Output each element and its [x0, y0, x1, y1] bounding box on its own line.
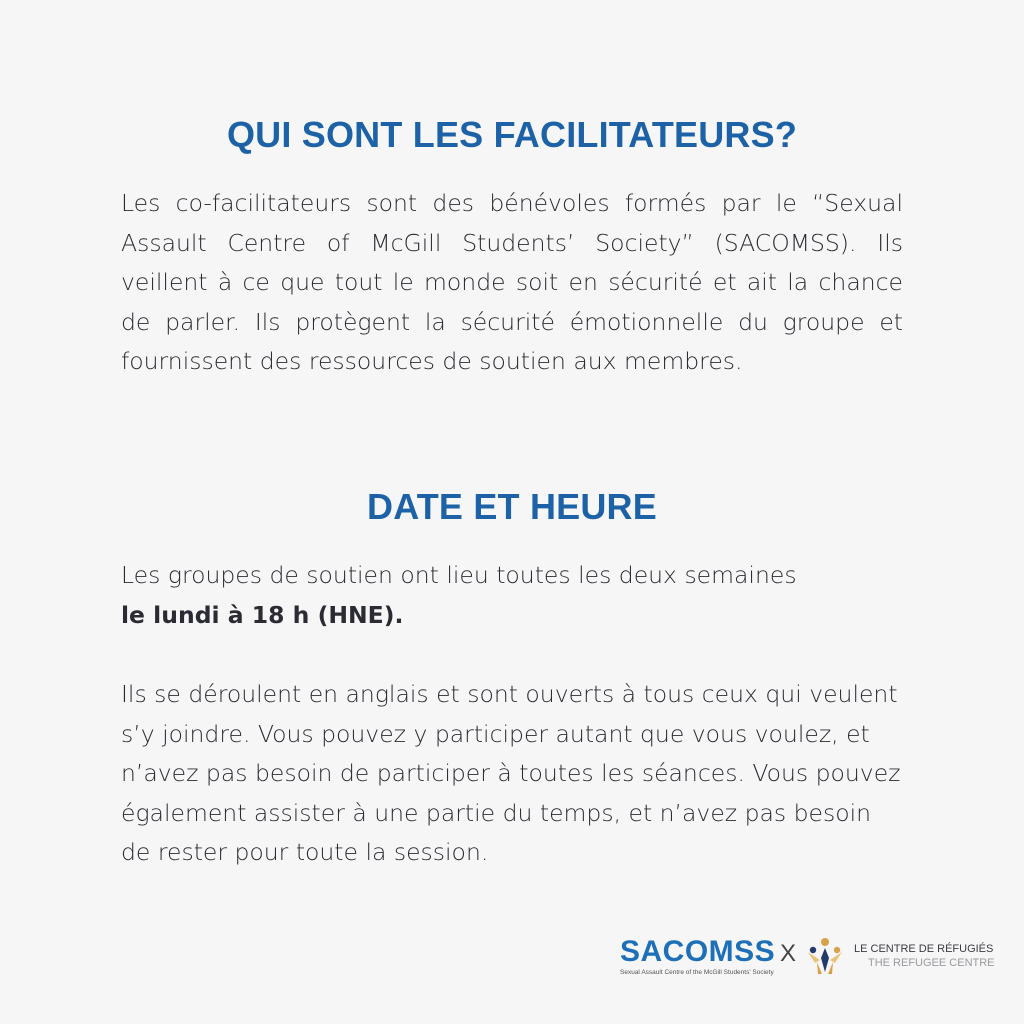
people-figures-icon — [806, 936, 844, 976]
partner-logos — [620, 936, 1000, 986]
refugee-centre-fr: LE CENTRE DE RÉFUGIÉS — [854, 943, 994, 955]
refugee-centre-en: THE REFUGEE CENTRE — [868, 957, 995, 969]
section-title-date-time: DATE ET HEURE — [367, 486, 657, 527]
session-details: Ils se déroulent en anglais et sont ouverts à tous ceux qui veulent s’y joindre. Vous pouvez y participer autant que vous voulez, et n’avez pas besoin de participer à toutes les séances. Vous pouvez également assister à une partie du temps, et n’avez pas besoin de rester pour toute la session. — [121, 680, 901, 866]
sacomss-logo — [620, 936, 775, 976]
logo-separator: X — [780, 940, 797, 967]
schedule-intro: Les groupes de soutien ont lieu toutes les deux semaines — [121, 561, 797, 589]
schedule-paragraph — [121, 556, 903, 635]
sacomss-wordmark: SACOMSS — [620, 935, 776, 968]
section-title-facilitators: QUI SONT LES FACILITATEURS? — [226, 114, 798, 155]
sacomss-tagline: Sexual Assault Centre of the McGill Students' Society — [620, 969, 774, 976]
schedule-time: le lundi à 18 h (HNE). — [121, 600, 404, 629]
refugee-centre-logo-text — [854, 942, 995, 970]
facilitators-description: Les co-facilitateurs sont des bénévoles formés par le “Sexual Assault Centre of McGill Students’ Society” (SACOMSS). Ils veillent à ce que tout le monde soit en sécurité et ait la chance de parler. Ils protègent la sécurité émotionnelle du groupe et fournissent des ressources de soutien aux membres. — [121, 189, 903, 375]
